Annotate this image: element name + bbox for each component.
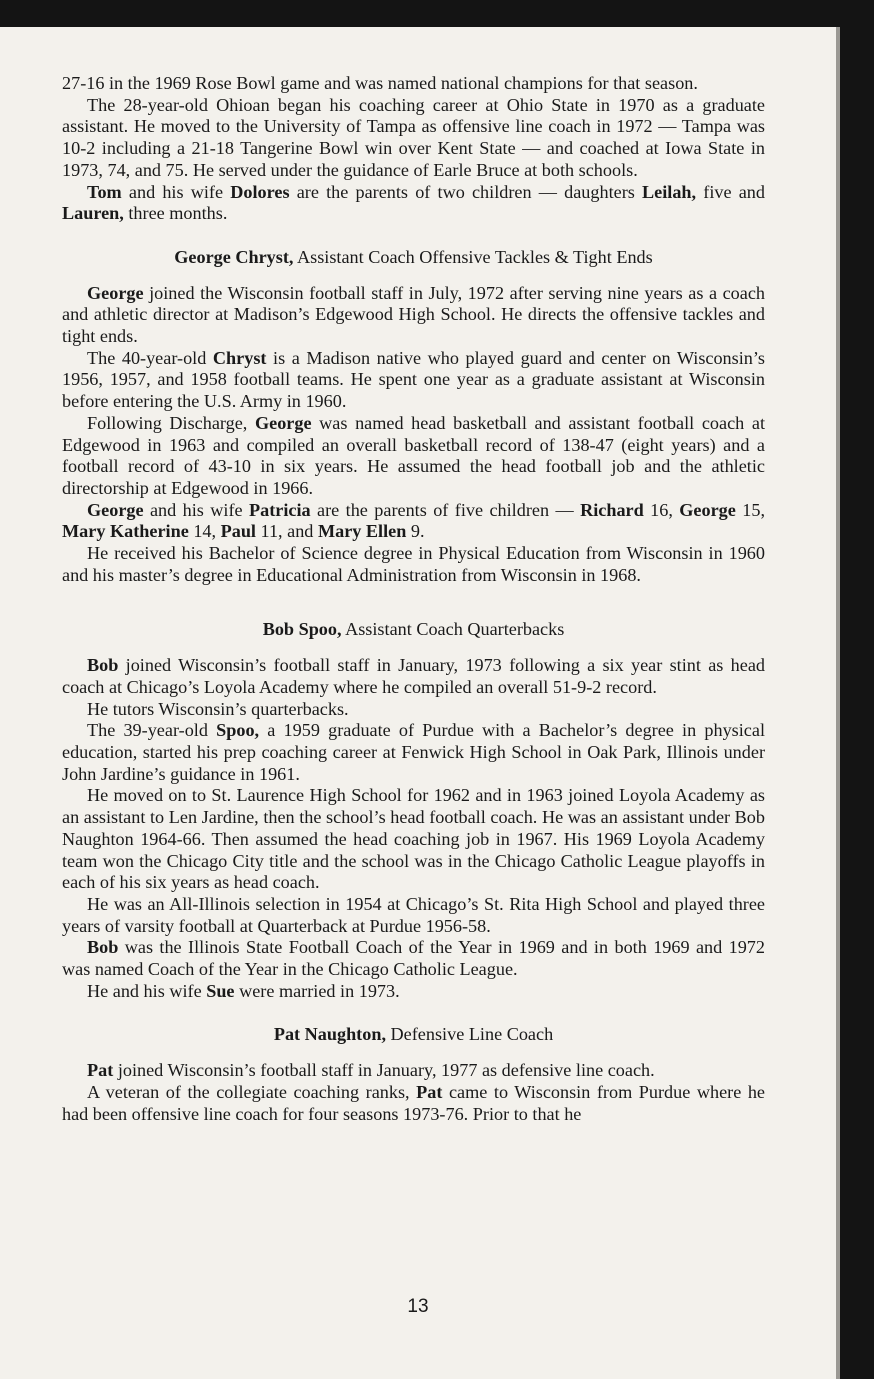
section-heading-chryst: [62, 247, 765, 269]
page-edge: [836, 27, 840, 1379]
page-number: 13: [407, 1296, 429, 1317]
bold-name: Leilah,: [642, 181, 697, 202]
naughton-paragraph-2: A veteran of the collegiate coaching ranks, Pat came to Wisconsin from Purdue where he had been offensive line coach for four seasons 1973-76. Prior to that he: [62, 1081, 765, 1124]
spoo-paragraph-4: He moved on to St. Laurence High School for 1962 and in 1963 joined Loyola Academy as an assistant to Len Jardine, then the school’s head football coach. He was an assistant under Bob Naughton 1964-66. Then assumed the head coaching job in 1967. His 1969 Loyola Academy team won the Chicago City title and the school was in the Chicago Catholic League playoffs in each of his six years as head coach.: [62, 785, 765, 893]
heading-name: George Chryst,: [174, 246, 294, 267]
page-body: [62, 73, 765, 1125]
chryst-paragraph-5: He received his Bachelor of Science degree in Physical Education from Wisconsin in 1960 and his master’s degree in Educational Administration from Wisconsin in 1968.: [62, 543, 765, 585]
intro-paragraph-1: 27-16 in the 1969 Rose Bowl game and was named national champions for that season.: [62, 73, 698, 93]
spoo-paragraph-6: Bob was the Illinois State Football Coach of the Year in 1969 and in both 1969 and 1972 was named Coach of the Year in the Chicago Catholic League.: [62, 937, 765, 980]
section-heading-spoo: [62, 619, 765, 641]
spoo-paragraph-1: Bob joined Wisconsin’s football staff in January, 1973 following a six year stint as head coach at Chicago’s Loyola Academy where he compiled an overall 51-9-2 record.: [62, 655, 765, 697]
spoo-paragraph-2: He tutors Wisconsin’s quarterbacks.: [87, 698, 349, 719]
chryst-paragraph-1: George joined the Wisconsin football staff in July, 1972 after serving nine years as a coach and athletic director at Madison’s Edgewood High School. He directs the offensive tackles and tight ends.: [62, 282, 765, 347]
heading-name: Pat Naughton,: [273, 1024, 386, 1045]
bold-name: Tom: [87, 181, 122, 202]
bold-name: Dolores: [230, 181, 290, 202]
chryst-paragraph-4: George and his wife Patricia are the parents of five children — Richard 16, George 15, Mary Katherine 14, Paul 11, and Mary Ellen 9.: [62, 499, 765, 542]
chryst-paragraph-3: Following Discharge, George was named head basketball and assistant football coach at Edgewood in 1963 and compiled an overall basketball record of 138-47 (eight years) and a football record of 43-10 in six years. He assumed the head football job and the athletic directorship at Edgewood in 1966.: [62, 412, 765, 498]
heading-name: Bob Spoo,: [262, 619, 342, 640]
heading-title: Assistant Coach Offensive Tackles & Tight Ends: [293, 246, 653, 267]
naughton-paragraph-1: Pat joined Wisconsin’s football staff in January, 1977 as defensive line coach.: [87, 1060, 655, 1081]
section-heading-naughton: [62, 1024, 765, 1046]
intro-paragraph-2: The 28-year-old Ohioan began his coaching career at Ohio State in 1970 as a graduate assistant. He moved to the University of Tampa as offensive line coach in 1972 — Tampa was 10-2 including a 21-18 Tangerine Bowl win over Kent State — and coached at Iowa State in 1973, 74, and 75. He served under the guidance of Earle Bruce at both schools.: [62, 94, 765, 180]
spoo-paragraph-3: The 39-year-old Spoo, a 1959 graduate of Purdue with a Bachelor’s degree in physical education, started his prep coaching career at Fenwick High School in Oak Park, Illinois under John Jardine’s guidance in 1961.: [62, 720, 766, 784]
spoo-paragraph-7: He and his wife Sue were married in 1973.: [87, 980, 400, 1001]
bold-name: Lauren,: [62, 203, 124, 224]
spoo-paragraph-5: He was an All-Illinois selection in 1954 at Chicago’s St. Rita High School and played three years of varsity football at Quarterback at Purdue 1956-58.: [62, 893, 765, 936]
heading-title: Defensive Line Coach: [386, 1024, 554, 1045]
chryst-paragraph-2: The 40-year-old Chryst is a Madison native who played guard and center on Wisconsin’s 1956, 1957, and 1958 football teams. He spent one year as a graduate assistant at Wisconsin before entering the U.S. Army in 1960.: [62, 347, 766, 412]
heading-title: Assistant Coach Quarterbacks: [341, 619, 565, 640]
intro-paragraph-3: Tom and his wife Dolores are the parents of two children — daughters Leilah, five and Lauren, three months.: [62, 181, 765, 224]
